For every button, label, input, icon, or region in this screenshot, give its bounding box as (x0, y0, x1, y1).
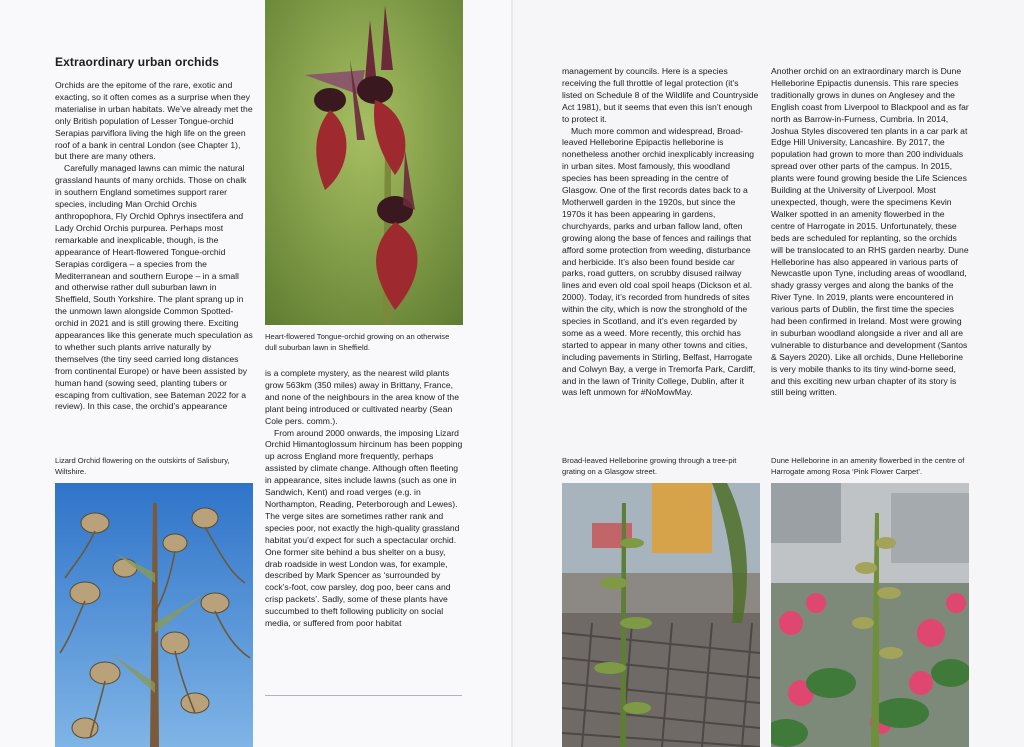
section-heading: Extraordinary urban orchids (55, 55, 220, 69)
caption-broad-leaved-helleborine: Broad-leaved Helleborine growing through a tree-pit grating on a Glasgow street. (562, 456, 737, 476)
caption-lizard-orchid: Lizard Orchid flowering on the outskirts of Salisbury, Wiltshire. (55, 456, 230, 476)
paragraph: Carefully managed lawns can mimic the natural grassland haunts of many orchids. Those on chalk in southern England sometimes support rarer species, including Man Orchid Orchis anthropophora, Fly Orchid Ophrys insectifera and Lady Orchid Orchis purpurea. Perhaps most remarkable and inexplicable, though, is the appearance of Heart-flowered Tongue-orchid Serapias cordigera – a species from the Mediterranean and southern Europe – in a small and otherwise rather dull suburban lawn in Sheffield, South Yorkshire. The plant sprang up in the unmown lawn alongside Common Spotted-orchid in 2021 and is still growing there. Exciting appearances like this generate much speculation as to whether such plants arrive naturally by themselves (the tiny seed carried long distances from continental Europe) or have been assisted by human hand (sowing seed, planting tubers or escaping from cultivation, see Bateman 2022 for a review). In this case, the orchid’s appearance (55, 163, 253, 412)
paragraph: From around 2000 onwards, the imposing Lizard Orchid Himantoglossum hircinum has been popping up across England more frequently, perhaps assisted by climate change. Although often fleeting in appearance, sites include lawns (such as one in Sandwich, Kent) and road verges (e.g. in Northampton, Reading, Peterborough and Lewes). The verge sites are sometimes rather rank and species poor, not exactly the high-quality grassland habitat you’d expect for such a spectacular orchid. One former site behind a bus shelter on a busy, drab roadside in west London was, for example, described by Mark Spencer as ‘surrounded by cock’s-foot, cow parsley, dog poo, beer cans and crisp packets’. Sadly, some of these plants have succumbed to theft following publicity on social media, or suffered from poor habitat (265, 427, 463, 629)
caption-dune-helleborine: Dune Helleborine in an amenity flowerbed in the centre of Harrogate among Rosa ‘Pink Flower Carpet’. (771, 456, 965, 476)
paragraph: Orchids are the epitome of the rare, exotic and exacting, so it often comes as a surprise when they materialise in urban habitats. We’ve already met the only British population of Lesser Tongue-orchid Serapias parviflora living the high life on the green roof of a bank in central London (see Chapter 1), but there are many others. (55, 80, 253, 162)
photo-dune-helleborine (771, 483, 969, 747)
text-column-4 (771, 66, 969, 399)
text-column-2 (265, 368, 463, 630)
photo-lizard-orchid (55, 483, 253, 747)
paragraph: management by councils. Here is a species receiving the full throttle of legal protection (it’s listed on Schedule 8 of the Wildlife and Countryside Act 1981), but it seems that even this isn’t enough to protect it. (562, 66, 759, 124)
paragraph: is a complete mystery, as the nearest wild plants grow 563km (350 miles) away in Brittany, France, and none of the neighbours in the area know of the plant being introduced or cultivated nearby (Sean Cole pers. comm.). (265, 368, 459, 426)
text-column-1 (55, 80, 253, 413)
caption-tongue-orchid: Heart-flowered Tongue-orchid growing on an otherwise dull suburban lawn in Sheffield. (265, 332, 450, 352)
paragraph: Another orchid on an extraordinary march is Dune Helleborine Epipactis dunensis. This rare species traditionally grows in dunes on Anglesey and the English coast from Liverpool to Blackpool and as far north as Barrow-in-Furness, Cumbria. In 2014, Joshua Styles discovered ten plants in a car park at Edge Hill University, Lancashire. By 2017, the population had grown to more than 200 individuals spread over other parts of the campus. In 2015, plants were found growing beside the Life Sciences Building at the University of Liverpool. Most unexpected, though, were the specimens Kevin Walker spotted in an amenity flowerbed in the centre of Harrogate in 2015. Unfortunately, these beds are scheduled for replanting, so the orchids will be translocated to an RHS garden nearby. Dune Helleborine has also appeared in various parts of Newcastle upon Tyne, including areas of woodland, shady grassy verges and along the banks of the River Tyne. In 2019, plants were encountered in various parts of Dublin, the first time the species had been confirmed in Ireland. Most were growing in suburban woodland alongside a river and all are vulnerable to disturbance and development (Santos & Sayers 2020). Like all orchids, Dune Helleborine is very mobile thanks to its tiny wind-borne seed, and this exciting new urban chapter of its story is still being written. (771, 66, 969, 398)
page-gutter (511, 0, 513, 747)
photo-broad-leaved-helleborine (562, 483, 760, 747)
photo-tongue-orchid (265, 0, 463, 325)
paragraph: Much more common and widespread, Broad-leaved Helleborine Epipactis helleborine is nonetheless another orchid inexplicably increasing in urban sites. Most famously, this woodland species has been spreading in the centre of Glasgow. One of the first records dates back to a Motherwell garden in the 1920s, but since the 1970s it has been appearing in gardens, churchyards, parks and urban fallow land, often growing along the base of fences and railings that afford some protection from weeding, disturbance and herbicide. It’s also been found beside car parks, road gutters, on scrubby disused railway lines and even old coal spoil heaps (Dickson et al. 2000). Today, it’s recorded from hundreds of sites within the city, which is now the stronghold of the species in Scotland, and it’s even regarded by some as a weed. More recently, this orchid has started to appear in many other towns and cities, including pavements in Stirling, Belfast, Harrogate and Colwyn Bay, a verge in Tremorfa Park, Cardiff, and in the lawn of Trinity College, Dublin, after it was left unmown for #NoMowMay. (562, 125, 756, 398)
text-column-3 (562, 66, 760, 399)
column-rule (265, 695, 462, 696)
